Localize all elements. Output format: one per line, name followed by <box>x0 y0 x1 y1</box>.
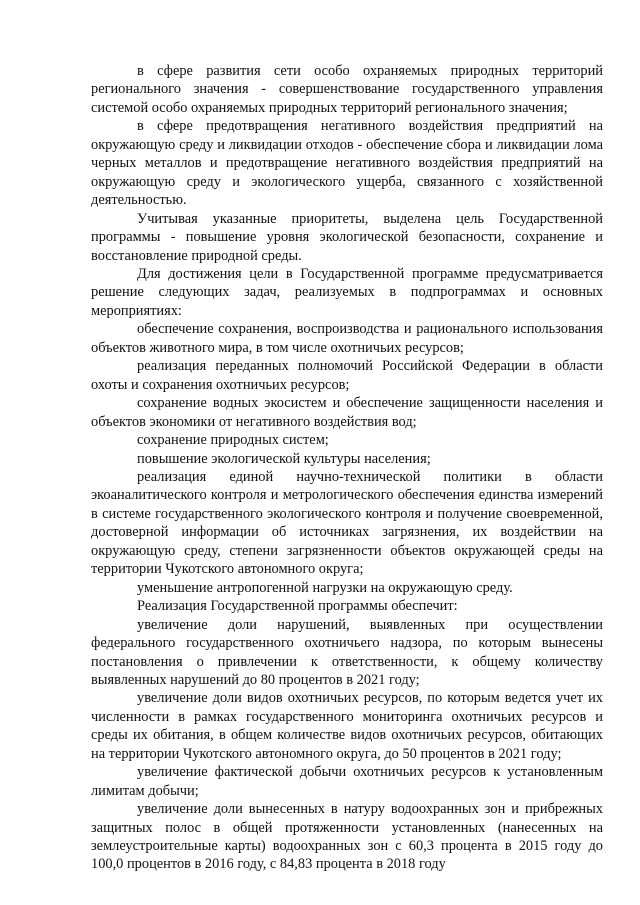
paragraph-task-hunting-powers: реализация переданных полномочий Российской Федерации в области охоты и сохранения охотничьих ресурсов; <box>91 358 603 393</box>
document-page <box>91 62 603 874</box>
paragraph-task-ecological-culture: повышение экологической культуры населения; <box>137 450 431 467</box>
paragraph-negative-impact: в сфере предотвращения негативного воздействия предприятий на окружающую среду и ликвидации отходов - обеспечение сбора и ликвидации лома черных металлов и предотвращение негативного воздействия предприятий на окружающую среду и экологического ущерба, связанного с хозяйственной деятельностью. <box>91 118 603 209</box>
paragraph-tasks-intro: Для достижения цели в Государственной программе предусматривается решение следующих задач, реализуемых в подпрограммах и основных мероприятиях: <box>91 265 603 319</box>
paragraph-result-violations: увеличение доли нарушений, выявленных при осуществлении федерального государственного охотничьего надзора, по которым вынесены постановления о привлечении к ответственности, к общему количеству выявленных нарушений до 80 процентов в 2021 году; <box>91 616 603 688</box>
paragraph-task-eco-monitoring: реализация единой научно-технической политики в области экоаналитического контроля и метрологического обеспечения единства измерений в системе государственного экологического контроля и получение своевременной, достоверной информации об источниках загрязнения, их воздействии на окружающую среду, степени загрязненности объектов окружающей среды на территории Чукотского автономного округа; <box>91 468 603 578</box>
paragraph-result-water-zones: увеличение доли вынесенных в натуру водоохранных зон и прибрежных защитных полос в общей протяженности установленных (нанесенных на землеустроительные карты) водоохранных зон с 60,3 процента в 2015 году до 100,0 процентов в 2016 году, с 84,83 процента в 2018 году <box>91 801 603 873</box>
paragraph-task-anthropogenic-load: уменьшение антропогенной нагрузки на окружающую среду. <box>137 579 513 596</box>
paragraph-result-hunting-limits: увеличение фактической добычи охотничьих ресурсов к установленным лимитам добычи; <box>91 764 603 799</box>
paragraph-task-natural-systems: сохранение природных систем; <box>137 432 329 449</box>
paragraph-result-species-count: увеличение доли видов охотничьих ресурсов, по которым ведется учет их численности в рамках государственного мониторинга охотничьих ресурсов и среды их обитания, в общем количестве видов охотничьих ресурсов, обитающих на территории Чукотского автономного округа, до 50 процентов в 2021 году; <box>91 690 603 762</box>
paragraph-results-intro: Реализация Государственной программы обеспечит: <box>137 598 458 615</box>
paragraph-program-goal: Учитывая указанные приоритеты, выделена цель Государственной программы - повышение уровня экологической безопасности, сохранение и восстановление природной среды. <box>91 210 603 264</box>
paragraph-task-water-ecosystems: сохранение водных экосистем и обеспечение защищенности населения и объектов экономики от негативного воздействия вод; <box>91 395 603 430</box>
paragraph-task-wildlife: обеспечение сохранения, воспроизводства и рационального использования объектов животного мира, в том числе охотничьих ресурсов; <box>91 321 603 356</box>
paragraph-protected-areas: в сфере развития сети особо охраняемых природных территорий регионального значения - совершенствование государственного управления системой особо охраняемых природных территорий регионального значения; <box>91 63 603 116</box>
